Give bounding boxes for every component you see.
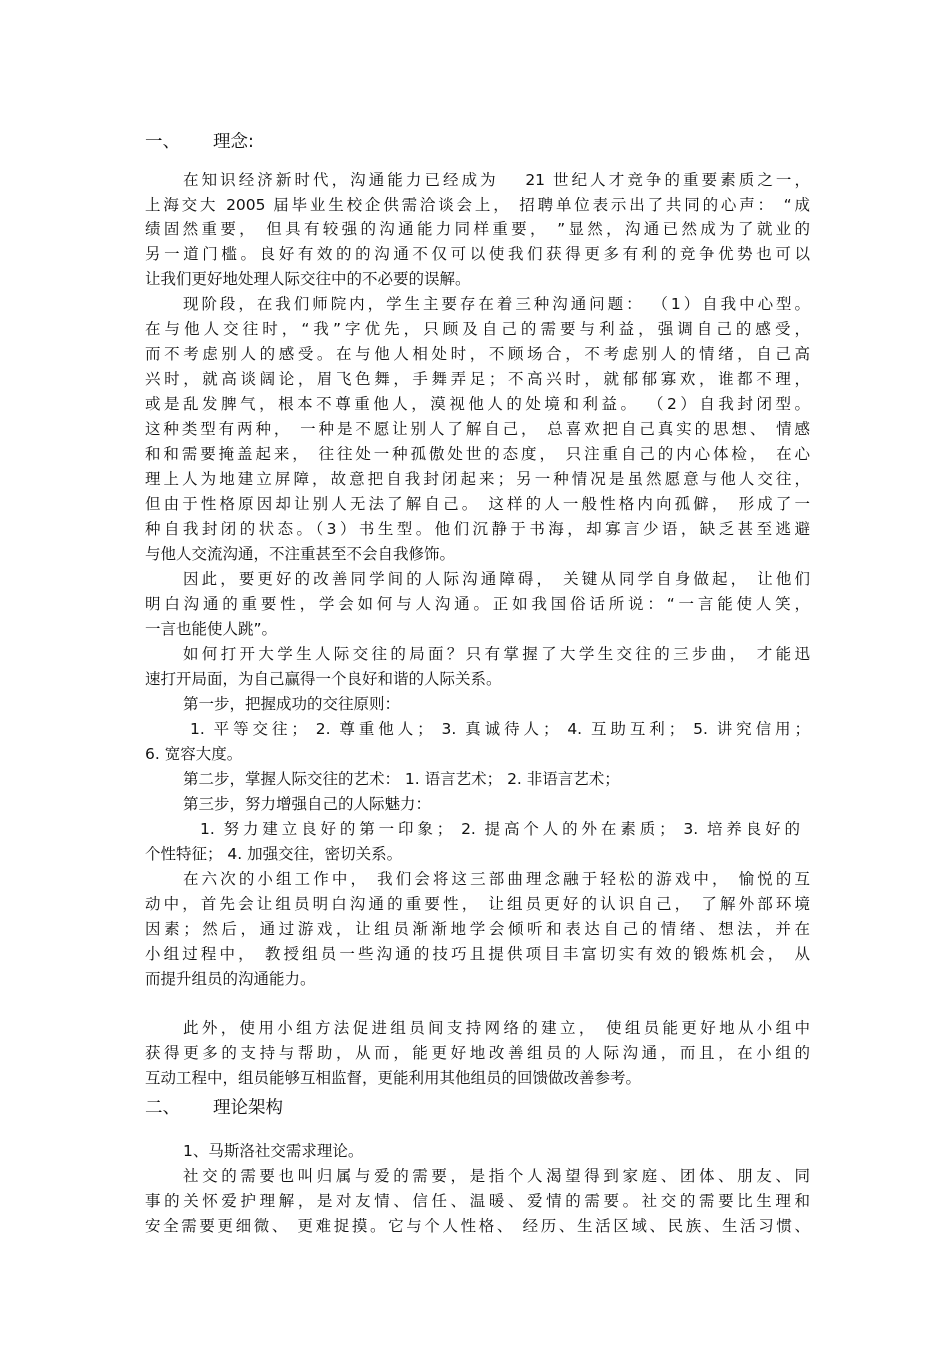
paragraph-line: 此外，使用小组方法促进组员间支持网络的建立， 使组员能更好地从小组中: [183, 1019, 810, 1037]
principles-list: 1. 平等交往； 2. 尊重他人； 3. 真诚待人； 4. 互助互利； 5. 讲究信用；: [190, 720, 810, 738]
paragraph-line: 兴时，就高谈阔论，眉飞色舞，手舞弄足；不高兴时，就郁郁寡欢，谁都不理，: [145, 370, 810, 388]
paragraph-line: 和和需要掩盖起来， 往往处一种孤傲处世的态度， 只注重自己的内心体检， 在心: [145, 445, 810, 463]
section-2-heading: [145, 1094, 283, 1122]
step-one-heading: 第一步，把握成功的交往原则：: [183, 695, 401, 713]
section-2-title: 理论架构: [213, 1098, 283, 1118]
paragraph-line: 明白沟通的重要性，学会如何与人沟通。正如我国俗话所说：“一言能使人笑，: [145, 595, 810, 613]
charm-list-end: 个性特征； 4. 加强交往，密切关系。: [145, 845, 403, 863]
paragraph-line: 现阶段，在我们师院内，学生主要存在着三种沟通问题： （1）自我中心型。: [183, 295, 810, 313]
paragraph-line: 种自我封闭的状态。（3）书生型。他们沉静于书海，却寡言少语，缺乏甚至逃避: [145, 520, 810, 538]
step-three-heading: 第三步，努力增强自己的人际魅力：: [183, 795, 432, 813]
paragraph-line: 动中，首先会让组员明白沟通的重要性， 让组员更好的认识自己， 了解外部环境: [145, 895, 810, 913]
paragraph-line: 速打开局面，为自己赢得一个良好和谐的人际关系。: [145, 670, 502, 688]
paragraph-line: 但由于性格原因却让别人无法了解自己。 这样的人一般性格内向孤僻， 形成了一: [145, 495, 810, 513]
paragraph-line: 互动工程中，组员能够互相监督，更能利用其他组员的回馈做改善参考。: [145, 1069, 642, 1087]
paragraph-line: 小组过程中， 教授组员一些沟通的技巧且提供项目丰富切实有效的锻炼机会， 从: [145, 945, 810, 963]
charm-list: 1. 努力建立良好的第一印象； 2. 提高个人的外在素质； 3. 培养良好的: [200, 820, 800, 838]
paragraph-line: 另一道门槛。良好有效的的沟通不仅可以使我们获得更多有利的竞争优势也可以: [145, 245, 810, 263]
section-1-number: 一、: [145, 132, 180, 152]
paragraph-line: 与他人交流沟通，不注重甚至不会自我修饰。: [145, 545, 456, 563]
paragraph-line: 在知识经济新时代，沟通能力已经成为 21 世纪人才竞争的重要素质之一，: [183, 171, 810, 189]
paragraph-line: 一言也能使人跳”。: [145, 620, 278, 638]
paragraph-line: 获得更多的支持与帮助，从而，能更好地改善组员的人际沟通，而且，在小组的: [145, 1044, 810, 1062]
section-1-title: 理念:: [213, 132, 254, 152]
step-two-line: 第二步，掌握人际交往的艺术： 1. 语言艺术； 2. 非语言艺术；: [183, 770, 620, 788]
paragraph-line: 因此，要更好的改善同学间的人际沟通障碍， 关键从同学自身做起， 让他们: [183, 570, 810, 588]
paragraph-line: 而不考虑别人的感受。在与他人相处时，不顾场合，不考虑别人的情绪，自己高: [145, 345, 810, 363]
section-2-number: 二、: [145, 1098, 180, 1118]
paragraph-line: 在六次的小组工作中， 我们会将这三部曲理念融于轻松的游戏中， 愉悦的互: [183, 870, 810, 888]
paragraph-line: 安全需要更细微、 更难捉摸。它与个人性格、 经历、生活区域、民族、生活习惯、: [145, 1217, 810, 1235]
paragraph-line: 社交的需要也叫归属与爱的需要，是指个人渴望得到家庭、团体、朋友、同: [183, 1167, 810, 1185]
paragraph-line: 如何打开大学生人际交往的局面？只有掌握了大学生交往的三步曲， 才能迅: [183, 645, 810, 663]
paragraph-line: 让我们更好地处理人际交往中的不必要的误解。: [145, 270, 471, 288]
subsection-title: 1、马斯洛社交需求理论。: [183, 1142, 364, 1160]
principles-list-end: 6. 宽容大度。: [145, 745, 243, 763]
paragraph-line: 或是乱发脾气，根本不尊重他人，漠视他人的处境和利益。 （2）自我封闭型。: [145, 395, 810, 413]
paragraph-line: 理上人为地建立屏障，故意把自我封闭起来；另一种情况是虽然愿意与他人交往，: [145, 470, 810, 488]
paragraph-line: 绩固然重要， 但具有较强的沟通能力同样重要， ”显然，沟通已然成为了就业的: [145, 220, 810, 238]
paragraph-line: 而提升组员的沟通能力。: [145, 970, 316, 988]
paragraph-line: 事的关怀爱护理解，是对友情、信任、温暖、爱情的需要。社交的需要比生理和: [145, 1192, 810, 1210]
section-1-heading: [145, 128, 254, 156]
paragraph-line: 上海交大 2005 届毕业生校企供需洽谈会上， 招聘单位表示出了共同的心声： “成: [145, 196, 810, 214]
paragraph-line: 在与他人交往时，“我”字优先，只顾及自己的需要与利益，强调自己的感受，: [145, 320, 810, 338]
paragraph-line: 因素；然后，通过游戏，让组员渐渐地学会倾听和表达自己的情绪、想法，并在: [145, 920, 810, 938]
paragraph-line: 这种类型有两种， 一种是不愿让别人了解自己， 总喜欢把自己真实的思想、 情感: [145, 420, 810, 438]
